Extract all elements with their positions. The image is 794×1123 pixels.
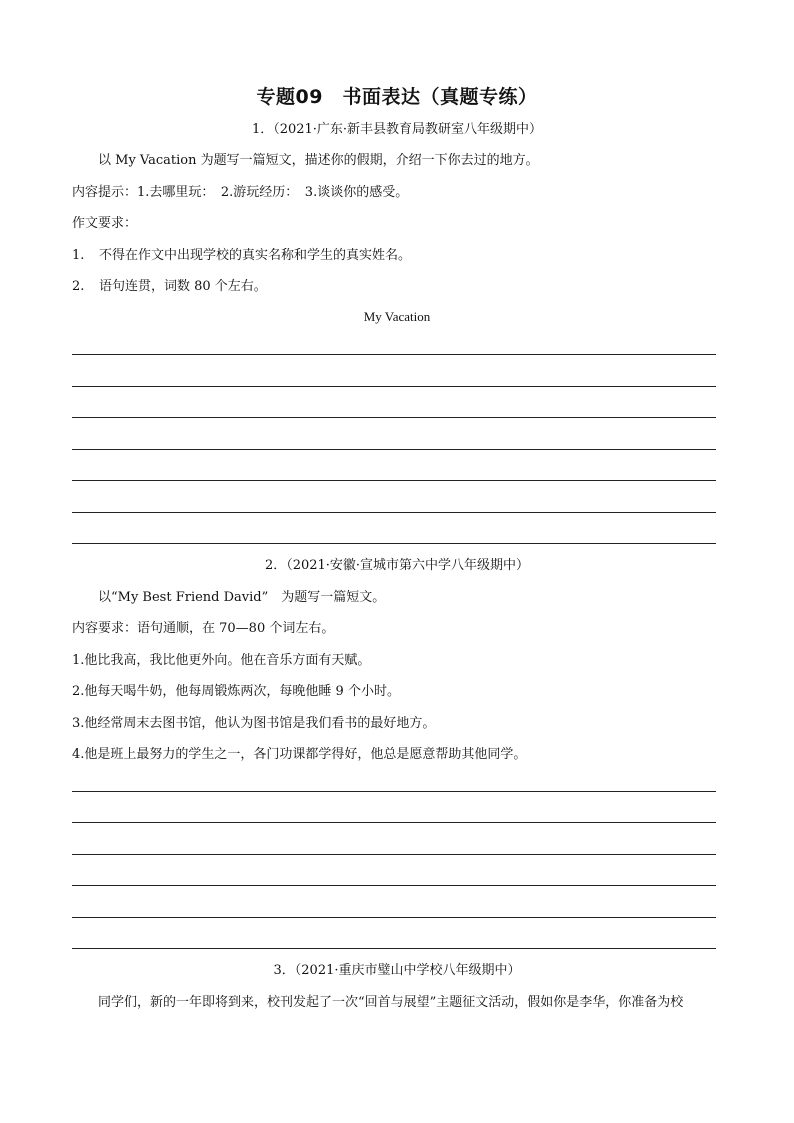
writing-line (72, 885, 716, 886)
requirement-1-number: 1. (72, 248, 85, 263)
page-title: 专题09 书面表达（真题专练） (256, 86, 538, 108)
writing-line (72, 948, 716, 949)
requirement-2-number: 2. (72, 279, 85, 294)
question-1-requirements-label: 作文要求： (72, 216, 138, 231)
question-2-item-4: 4.他是班上最努力的学生之一，各门功课都学得好，他总是愿意帮助其他同学。 (72, 747, 527, 762)
question-1-hints: 内容提示：1.去哪里玩： 2.游玩经历： 3.谈谈你的感受。 (72, 185, 409, 200)
writing-line (72, 791, 716, 792)
question-3-prompt: 同学们，新的一年即将到来，校刊发起了一次“回首与展望”主题征文活动，假如你是李华，你准备为校 (98, 995, 684, 1010)
question-1-header: 1．（2021·广东·新丰县教育局教研室八年级期中） (251, 122, 543, 137)
writing-line (72, 512, 716, 513)
question-2-item-1: 1.他比我高，我比他更外向。他在音乐方面有天赋。 (72, 653, 371, 668)
requirement-2-text: 语句连贯，词数 80 个左右。 (99, 279, 267, 294)
question-1-prompt: 以 My Vacation 为题写一篇短文，描述你的假期，介绍一下你去过的地方。 (98, 153, 539, 168)
writing-line (72, 386, 716, 387)
question-2-item-3: 3.他经常周末去图书馆，他认为图书馆是我们看书的最好地方。 (72, 716, 436, 731)
writing-line (72, 449, 716, 450)
writing-line (72, 417, 716, 418)
question-3-header: 3．（2021·重庆市璧山中学校八年级期中） (273, 963, 521, 978)
question-2-requirements: 内容要求：语句通顺，在 70—80 个词左右。 (72, 621, 335, 636)
question-2-prompt: 以“My Best Friend David” 为题写一篇短文。 (98, 590, 386, 605)
writing-line (72, 854, 716, 855)
question-1-requirement-1 (72, 247, 724, 265)
writing-line (72, 917, 716, 918)
writing-line (72, 354, 716, 355)
writing-line (72, 480, 716, 481)
question-2-header: 2．（2021·安徽·宣城市第六中学八年级期中） (264, 558, 530, 573)
requirement-1-text: 不得在作文中出现学校的真实名称和学生的真实姓名。 (99, 248, 412, 263)
question-1-requirement-2 (72, 278, 724, 296)
question-2-item-2: 2.他每天喝牛奶，他每周锻炼两次，每晚他睡 9 个小时。 (72, 684, 400, 699)
writing-line (72, 543, 716, 544)
writing-line (72, 822, 716, 823)
question-1-essay-title: My Vacation (363, 309, 431, 324)
